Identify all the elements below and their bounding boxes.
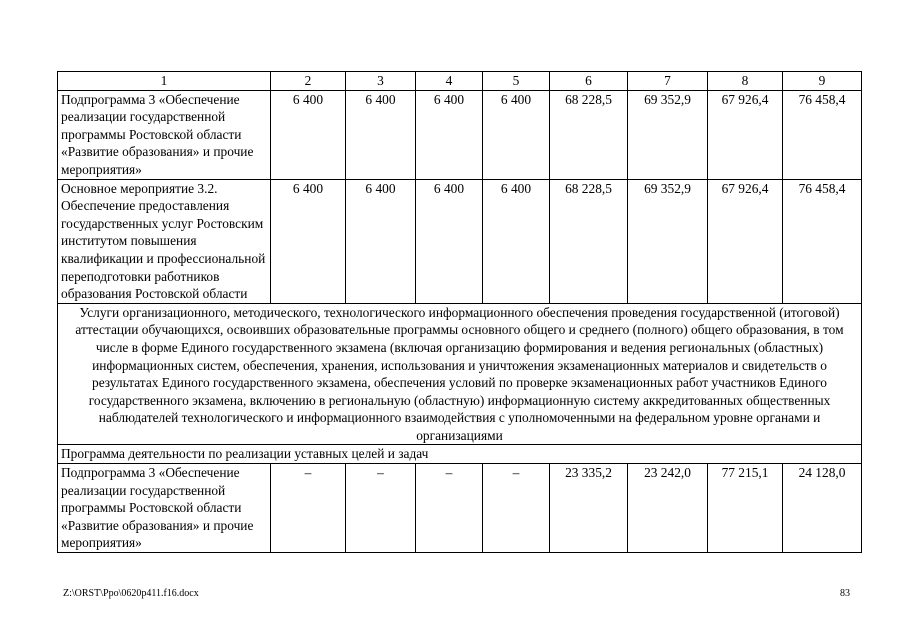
value-cell: 23 242,0 [628,464,708,553]
row-label: Основное мероприятие 3.2. Обеспечение предоставления государственных услуг Ростовским институтом повышения квалификации и профессиональной переподготовки работников образования Ростовской области [58,179,271,303]
value-cell: 77 215,1 [708,464,783,553]
value-cell: 76 458,4 [783,90,862,179]
services-row [58,303,862,445]
program-row [58,445,862,464]
header-row [58,72,862,91]
value-cell: 67 926,4 [708,179,783,303]
value-cell: 23 335,2 [550,464,628,553]
value-cell: 67 926,4 [708,90,783,179]
table-row [58,464,862,553]
services-description: Услуги организационного, методического, технологического информационного обеспечения проведения государственной (итоговой) аттестации обучающихся, освоивших образовательные программы основного общего и среднего (полного) общего образования, в том числе в форме Единого государственного экзамена (включая организацию формирования и ведения региональных (областных) информационных систем, обеспечения, хранения, использования и уничтожения экзаменационных материалов и свидетельств о результатах Единого государственного экзамена, обеспечения условий по проверке экзаменационных работ участников Единого государственного экзамена, включению в региональную (областную) информационную систему аккредитованных общественных наблюдателей технологического и информационного взаимодействия с уполномоченными на федеральном уровне органами и организациями [58,303,862,445]
value-cell: – [271,464,346,553]
header-cell: 4 [416,72,483,91]
header-cell: 8 [708,72,783,91]
header-cell: 3 [346,72,416,91]
value-cell: – [483,464,550,553]
row-label: Подпрограмма 3 «Обеспечение реализации государственной программы Ростовской области «Развитие образования» и прочие мероприятия» [58,90,271,179]
header-cell: 5 [483,72,550,91]
header-cell: 1 [58,72,271,91]
value-cell: 69 352,9 [628,179,708,303]
value-cell: 69 352,9 [628,90,708,179]
header-cell: 9 [783,72,862,91]
value-cell: 6 400 [346,179,416,303]
value-cell: – [346,464,416,553]
table-row [58,179,862,303]
header-cell: 7 [628,72,708,91]
row-label: Подпрограмма 3 «Обеспечение реализации государственной программы Ростовской области «Развитие образования» и прочие мероприятия» [58,464,271,553]
value-cell: 6 400 [271,90,346,179]
value-cell: 68 228,5 [550,179,628,303]
value-cell: 6 400 [346,90,416,179]
file-path: Z:\ORST\Ppo\0620p411.f16.docx [63,588,199,599]
value-cell: – [416,464,483,553]
header-cell: 6 [550,72,628,91]
value-cell: 6 400 [483,90,550,179]
value-cell: 68 228,5 [550,90,628,179]
program-heading: Программа деятельности по реализации уставных целей и задач [58,445,862,464]
header-cell: 2 [271,72,346,91]
value-cell: 6 400 [416,179,483,303]
value-cell: 6 400 [271,179,346,303]
budget-table [57,71,862,553]
value-cell: 6 400 [416,90,483,179]
value-cell: 6 400 [483,179,550,303]
value-cell: 76 458,4 [783,179,862,303]
value-cell: 24 128,0 [783,464,862,553]
table-row [58,90,862,179]
page-number: 83 [840,588,850,599]
